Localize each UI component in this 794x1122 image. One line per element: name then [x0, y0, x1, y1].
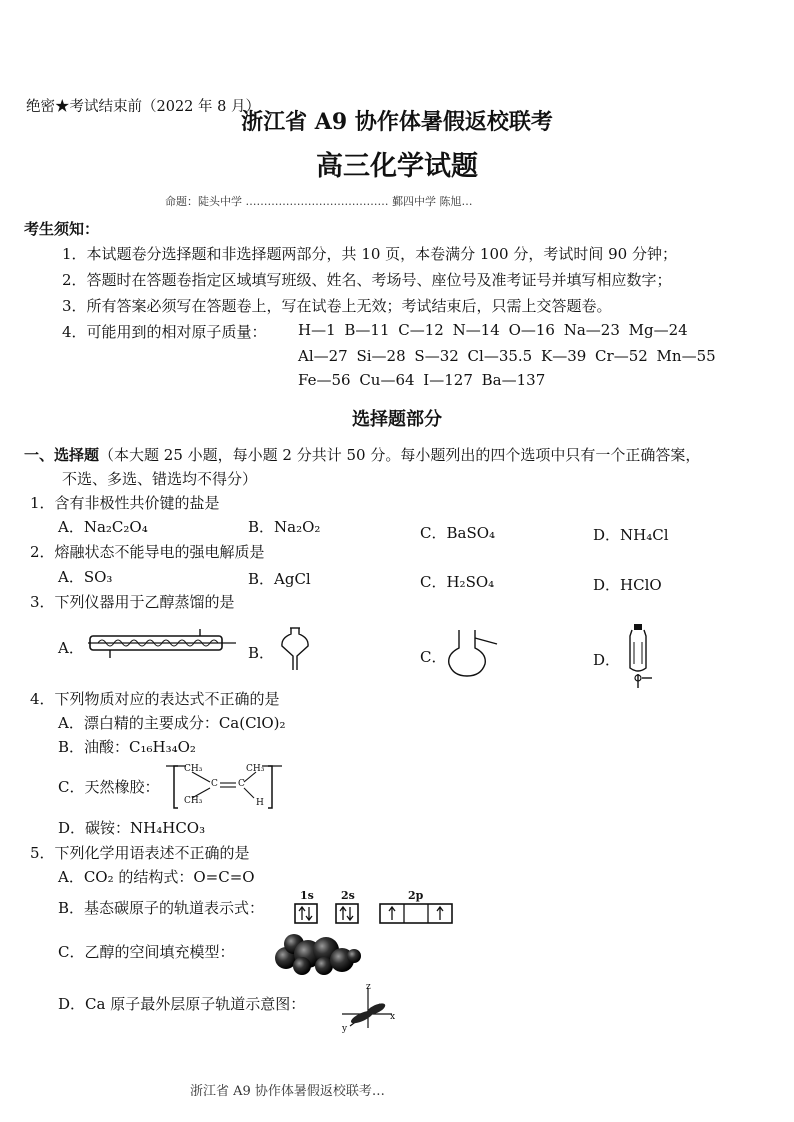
rubber-h: H — [256, 798, 264, 808]
rubber-ch3-top-right: CH₃ — [246, 764, 265, 774]
q3-option-c[interactable]: C． — [420, 648, 447, 666]
q5-option-d[interactable]: D．Ca 原子最外层原子轨道示意图： — [58, 995, 306, 1013]
part1-heading-cont: 不选、多选、错选均不得分） — [62, 470, 258, 488]
axis-label-x: x — [390, 1012, 396, 1022]
atomic-masses-line-1: H—1 B—11 C—12 N—14 O—16 Na—23 Mg—24 — [298, 321, 688, 339]
q1-option-b[interactable]: B．Na₂O₂ — [248, 518, 321, 536]
notice-item-2: 2．答题时在答题卷指定区域填写班级、姓名、考场号、座位号及准考证号并填写相应数字； — [62, 271, 672, 289]
notice-heading: 考生须知： — [24, 220, 100, 238]
part1-heading — [24, 444, 700, 465]
q4-option-c[interactable]: C．天然橡胶： — [58, 778, 160, 796]
paper-title: 高三化学试题 — [316, 151, 478, 182]
axis-label-y: y — [342, 1024, 348, 1034]
distillation-flask-icon — [447, 628, 501, 678]
q1-option-d[interactable]: D．NH₄Cl — [593, 526, 669, 544]
q2-option-a[interactable]: A．SO₃ — [58, 568, 113, 586]
rubber-c2: C — [238, 779, 245, 789]
q2-stem: 2．熔融状态不能导电的强电解质是 — [30, 543, 265, 561]
confidential-line: 绝密★考试结束前（2022 年 8 月） — [26, 99, 260, 115]
q4-option-a[interactable]: A．漂白精的主要成分：Ca(ClO)₂ — [58, 714, 286, 732]
notice-item-4: 4．可能用到的相对原子质量： — [62, 323, 267, 341]
q4-stem: 4．下列物质对应的表达式不正确的是 — [30, 690, 280, 708]
atomic-masses-line-2: Al—27 Si—28 S—32 Cl—35.5 K—39 Cr—52 Mn—55 — [298, 347, 716, 365]
notice-item-1: 1．本试题卷分选择题和非选择题两部分，共 10 页，本卷满分 100 分，考试时间 90 分钟； — [62, 245, 677, 263]
q1-option-c[interactable]: C．BaSO₄ — [420, 524, 496, 542]
q1-option-a[interactable]: A．Na₂C₂O₄ — [58, 518, 148, 536]
q5-stem: 5．下列化学用语表述不正确的是 — [30, 844, 250, 862]
rubber-ch3-bottom-left: CH₃ — [184, 796, 203, 806]
q4-option-b[interactable]: B．油酸：C₁₆H₃₄O₂ — [58, 738, 196, 756]
q2-option-b[interactable]: B．AgCl — [248, 570, 311, 588]
dropping-funnel-icon — [620, 622, 660, 692]
orbital-label-2s: 2s — [341, 889, 355, 902]
rubber-ch3-top-left: CH₃ — [184, 764, 203, 774]
q4-option-d[interactable]: D．碳铵：NH₄HCO₃ — [58, 819, 206, 837]
separatory-funnel-icon — [280, 626, 310, 672]
q3-option-b[interactable]: B． — [248, 644, 275, 662]
authors-line: 命题：陡头中学 ………………………………… 鄞四中学 陈旭… — [165, 195, 473, 208]
carbon-orbital-diagram — [294, 903, 456, 925]
q2-option-d[interactable]: D．HClO — [593, 576, 662, 594]
page-footer: 浙江省 A9 协作体暑假返校联考… — [190, 1084, 385, 1099]
q3-option-a[interactable]: A． — [58, 639, 84, 657]
q3-stem: 3．下列仪器用于乙醇蒸馏的是 — [30, 593, 235, 611]
part1-heading-bold: 一、选择题 — [24, 446, 100, 464]
exam-name: 浙江省 A9 协作体暑假返校联考 — [241, 109, 553, 135]
rubber-c1: C — [211, 779, 218, 789]
q5-option-c[interactable]: C．乙醇的空间填充模型： — [58, 943, 235, 961]
q5-option-b[interactable]: B．基态碳原子的轨道表示式： — [58, 899, 265, 917]
ethanol-space-filling-model — [272, 930, 362, 976]
q1-stem: 1．含有非极性共价键的盐是 — [30, 494, 220, 512]
condenser-icon — [88, 628, 238, 662]
q3-option-d[interactable]: D． — [593, 651, 621, 669]
atomic-masses-line-3: Fe—56 Cu—64 I—127 Ba—137 — [298, 371, 546, 389]
q5-option-a[interactable]: A．CO₂ 的结构式：O=C=O — [58, 868, 255, 886]
notice-item-3: 3．所有答案必须写在答题卷上，写在试卷上无效；考试结束后，只需上交答题卷。 — [62, 297, 612, 315]
orbital-label-1s: 1s — [300, 889, 314, 902]
axis-label-z: z — [366, 982, 371, 992]
orbital-label-2p: 2p — [408, 889, 424, 902]
part1-heading-rest: （本大题 25 小题，每小题 2 分共计 50 分。每小题列出的四个选项中只有一个正确答案， — [99, 446, 701, 464]
q2-option-c[interactable]: C．H₂SO₄ — [420, 573, 495, 591]
section-title: 选择题部分 — [352, 409, 442, 430]
